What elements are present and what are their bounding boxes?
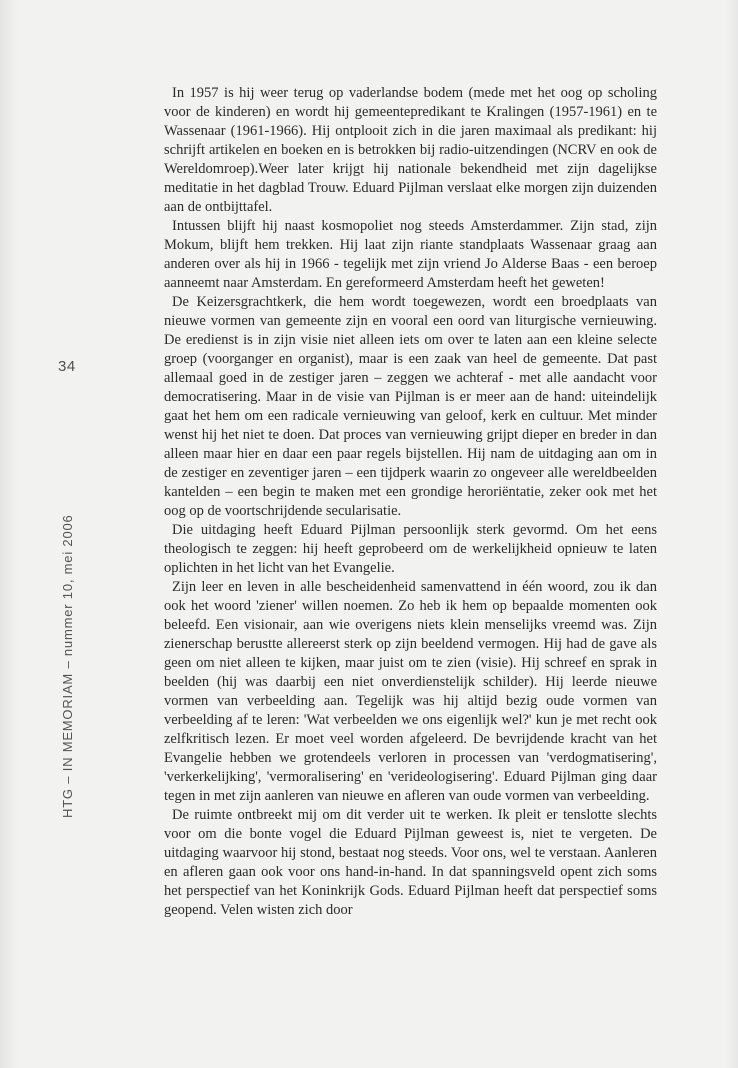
page-number: 34	[58, 358, 76, 375]
body-text	[164, 84, 657, 920]
paragraph-1: In 1957 is hij weer terug op vaderlandse bodem (mede met het oog op scholing voor de kinderen) en wordt hij gemeentepredikant te Kralingen (1957-1961) en te Wassenaar (1961-1966). Hij ontplooit zich in die jaren maximaal als predikant: hij schrijft artikelen en boeken en is betrokken bij radio-uitzendingen (NCRV en ook de Wereldomroep).Weer later krijgt hij nationale bekendheid met zijn dagelijkse meditatie in het dagblad Trouw. Eduard Pijlman verslaat elke morgen zijn duizenden aan de ontbijttafel.	[164, 85, 657, 215]
paragraph-6: De ruimte ontbreekt mij om dit verder uit te werken. Ik pleit er tenslotte slechts voor om die bonte vogel die Eduard Pijlman geweest is, niet te vergeten. De uitdaging waarvoor hij stond, bestaat nog steeds. Voor ons, wel te verstaan. Aanleren en afleren gaan ook voor ons hand-in-hand. In dat spanningsveld opent zich soms het perspectief van het Koninkrijk Gods. Eduard Pijlman heeft dat perspectief soms geopend. Velen wisten zich door	[164, 807, 657, 918]
paragraph-3: De Keizersgrachtkerk, die hem wordt toegewezen, wordt een broedplaats van nieuwe vormen van gemeente zijn en vooral een oord van liturgische vernieuwing. De eredienst is in zijn visie niet alleen iets om over te laten aan een kleine selecte groep (voorganger en organist), maar is een zaak van heel de gemeente. Dat past allemaal goed in de zestiger jaren – zeggen we achteraf - met alle aandacht voor democratisering. Maar in de visie van Pijlman is er meer aan de hand: uiteindelijk gaat het hem om een radicale vernieuwing van geloof, kerk en cultuur. Met minder wenst hij het niet te doen. Dat proces van vernieuwing grijpt dieper en breder in dan alleen maar hier en daar een paar regels bijstellen. Hij nam de uitdaging aan om in de zestiger en zeventiger jaren – een tijdperk waarin zo ongeveer alle wereldbeelden kantelden – een begin te maken met een grondige heroriëntatie, zeker ook met het oog op de voortschrijdende secularisatie.	[164, 294, 657, 519]
running-head: HTG – IN MEMORIAM – nummer 10, mei 2006	[60, 514, 75, 818]
page-left-edge-shadow	[0, 0, 18, 1068]
paragraph-4: Die uitdaging heeft Eduard Pijlman persoonlijk sterk gevormd. Om het eens theologisch te zeggen: hij heeft geprobeerd om de werkelijkheid opnieuw te laten oplichten in het licht van het Evangelie.	[164, 522, 657, 576]
page-right-edge-shadow	[724, 0, 738, 1068]
paragraph-2: Intussen blijft hij naast kosmopoliet nog steeds Amsterdammer. Zijn stad, zijn Mokum, blijft hem trekken. Hij laat zijn riante standplaats Wassenaar graag aan anderen over als hij in 1966 - tegelijk met zijn vriend Jo Alderse Baas - een beroep aanneemt naar Amsterdam. En gereformeerd Amsterdam heeft het geweten!	[164, 218, 657, 291]
paragraph-5: Zijn leer en leven in alle bescheidenheid samenvattend in één woord, zou ik dan ook het woord 'ziener' willen noemen. Zo heb ik hem op bepaalde momenten ook beleefd. Een visionair, aan wie overigens niets klein menselijks vreemd was. Zijn zienerschap berustte allereerst sterk op zijn beeldend vermogen. Hij had de gave als geen om niet alleen te kijken, maar juist om te zien (visie). Hij schreef en sprak in beelden (hij was daarbij een niet onverdienstelijk schilder). Hij leerde nieuwe vormen van verbeelding aan. Tegelijk was hij altijd bezig oude vormen van verbeelding af te leren: 'Wat verbeelden we ons eigenlijk wel?' kun je met recht ook zelfkritisch lezen. Er moet veel worden afgeleerd. De bevrijdende kracht van het Evangelie hebben we grotendeels verloren in processen van 'verdogmatisering', 'verkerkelijking', 'vermoralisering' en 'verideologisering'. Eduard Pijlman ging daar tegen in met zijn aanleren van nieuwe en afleren van oude vormen van verbeelding.	[164, 579, 657, 804]
